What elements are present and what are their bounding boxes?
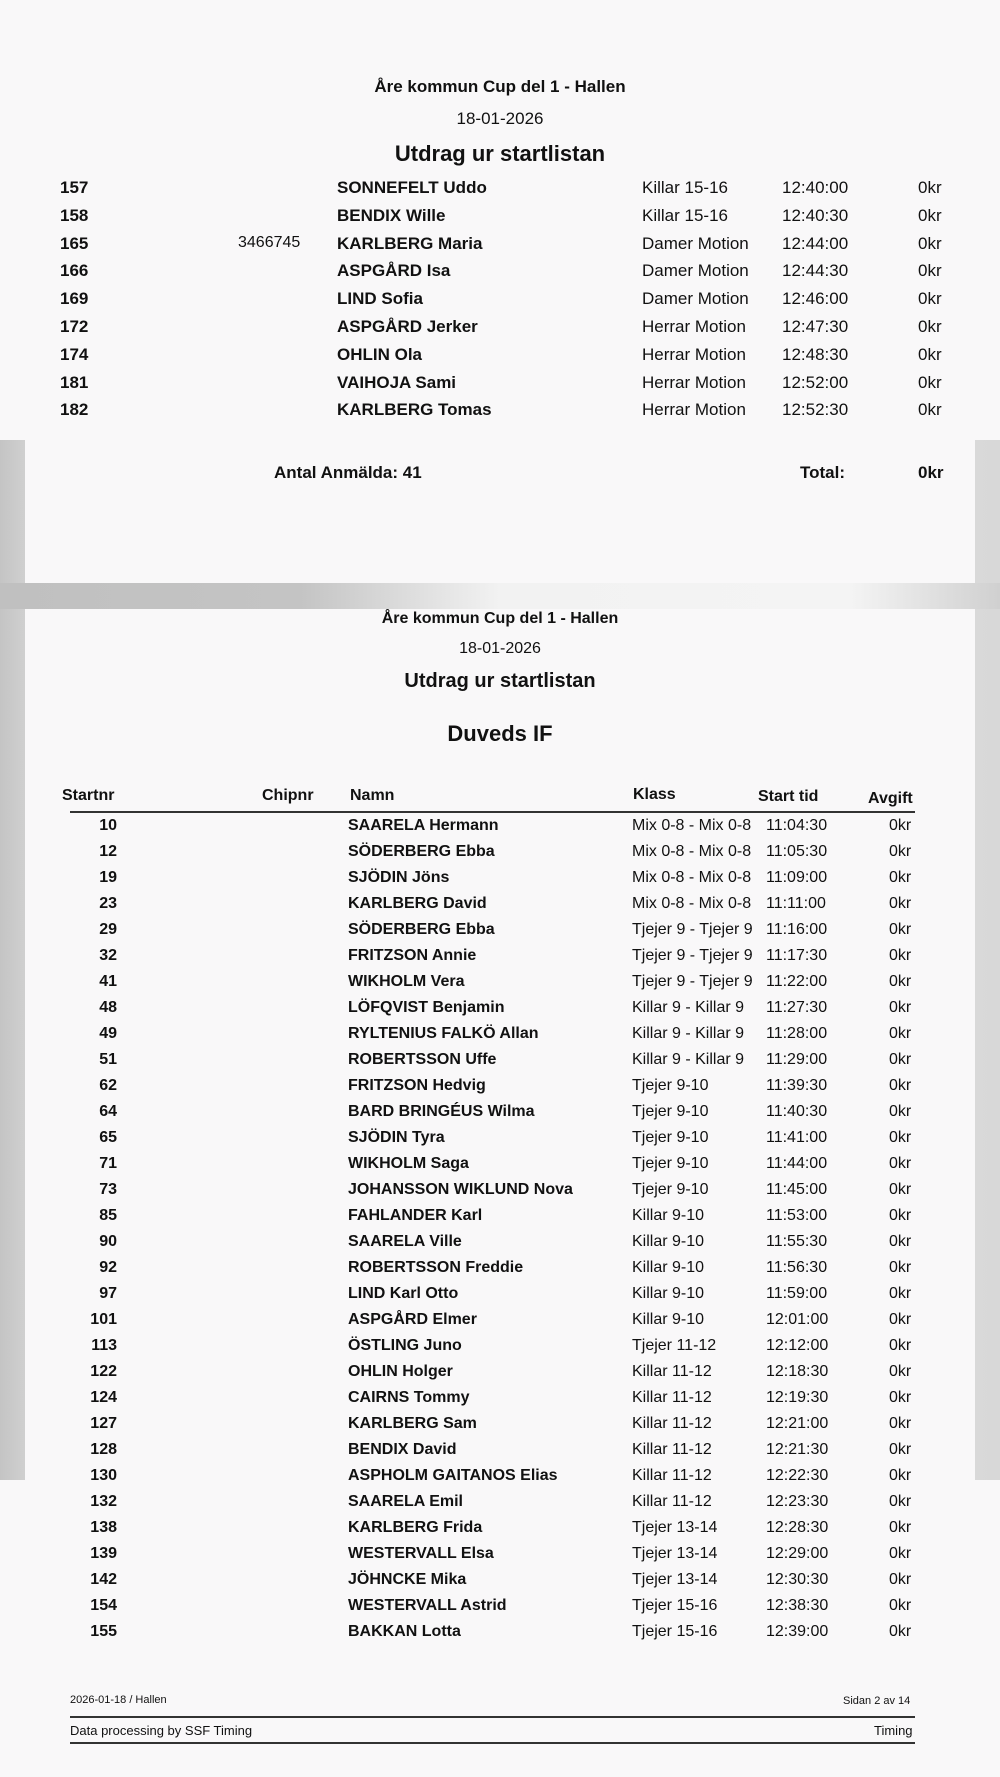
start-time: 12:52:00 xyxy=(782,372,849,392)
class: Killar 9 - Killar 9 xyxy=(632,1025,745,1042)
fee: 0kr xyxy=(918,289,942,309)
start-number: 138 xyxy=(90,1519,117,1536)
competitor-name: KARLBERG Tomas xyxy=(337,400,492,420)
fee: 0kr xyxy=(918,205,942,225)
fee: 0kr xyxy=(889,1207,912,1224)
list-title: Utdrag ur startlistan xyxy=(394,141,606,166)
fee: 0kr xyxy=(918,400,942,420)
competitor-name: SAARELA Hermann xyxy=(348,817,499,834)
table-row xyxy=(0,1571,1000,1597)
start-time: 12:19:30 xyxy=(766,1389,829,1406)
start-number: 64 xyxy=(99,1103,117,1120)
competitor-name: WIKHOLM Vera xyxy=(348,973,465,990)
class: Damer Motion xyxy=(642,289,749,309)
class: Killar 11-12 xyxy=(632,1389,712,1406)
start-time: 12:21:30 xyxy=(766,1441,829,1458)
competitor-name: JOHANSSON WIKLUND Nova xyxy=(348,1181,573,1198)
fee: 0kr xyxy=(889,1597,912,1614)
competitor-name: FAHLANDER Karl xyxy=(348,1207,483,1224)
footer-divider-bottom xyxy=(70,1742,915,1744)
class: Mix 0-8 - Mix 0-8 xyxy=(632,869,752,886)
competitor-name: CAIRNS Tommy xyxy=(348,1389,470,1406)
competitor-name: ASPGÅRD Isa xyxy=(337,261,451,281)
start-time: 12:28:30 xyxy=(766,1519,829,1536)
start-time: 11:22:00 xyxy=(766,973,828,990)
table-row xyxy=(0,1337,1000,1363)
start-time: 11:28:00 xyxy=(766,1025,828,1042)
list-title-2: Utdrag ur startlistan xyxy=(404,670,596,692)
column-header-chipnr: Chipnr xyxy=(262,787,314,804)
fee: 0kr xyxy=(889,999,912,1016)
start-number: 10 xyxy=(99,817,117,834)
competitor-name: WIKHOLM Saga xyxy=(348,1155,469,1172)
table-row xyxy=(0,921,1000,947)
competitor-name: SÖDERBERG Ebba xyxy=(348,921,495,938)
start-number: 113 xyxy=(91,1337,117,1354)
start-time: 12:40:00 xyxy=(782,178,849,197)
competitor-name: SJÖDIN Tyra xyxy=(348,1129,445,1146)
start-time: 12:01:00 xyxy=(766,1311,829,1328)
start-number: 23 xyxy=(99,895,117,912)
fee: 0kr xyxy=(889,1519,912,1536)
table-row xyxy=(0,234,1000,262)
fee: 0kr xyxy=(889,1337,912,1354)
event-date-2: 18-01-2026 xyxy=(459,640,541,657)
competitor-name: LÖFQVIST Benjamin xyxy=(348,999,505,1016)
class: Tjejer 9-10 xyxy=(632,1155,709,1172)
start-number: 85 xyxy=(99,1207,117,1224)
fee: 0kr xyxy=(889,1129,912,1146)
fee: 0kr xyxy=(889,1623,912,1640)
start-number: 132 xyxy=(90,1493,117,1510)
class: Killar 11-12 xyxy=(632,1441,712,1458)
class: Tjejer 9-10 xyxy=(632,1129,709,1146)
start-time: 11:44:00 xyxy=(766,1155,828,1172)
competitor-name: BARD BRINGÉUS Wilma xyxy=(348,1103,535,1120)
start-number: 165 xyxy=(60,233,89,253)
fee: 0kr xyxy=(889,1233,912,1250)
table-row xyxy=(0,1545,1000,1571)
table-row xyxy=(0,1025,1000,1051)
start-number: 29 xyxy=(99,921,117,938)
start-number: 157 xyxy=(60,178,89,197)
table-row xyxy=(0,1051,1000,1077)
class: Tjejer 9-10 xyxy=(632,1181,709,1198)
start-time: 12:23:30 xyxy=(766,1493,829,1510)
competitor-name: BENDIX Wille xyxy=(337,205,446,225)
class: Mix 0-8 - Mix 0-8 xyxy=(632,843,752,860)
start-number: 92 xyxy=(99,1259,117,1276)
class: Killar 15-16 xyxy=(642,205,728,225)
footer-timing: Timing xyxy=(874,1723,913,1738)
table-row xyxy=(0,1597,1000,1623)
table-row xyxy=(0,843,1000,869)
start-number: 97 xyxy=(99,1285,117,1302)
start-time: 11:29:00 xyxy=(766,1051,828,1068)
class: Tjejer 9 - Tjejer 9 xyxy=(632,947,753,964)
start-number: 128 xyxy=(90,1441,117,1458)
fee: 0kr xyxy=(889,1103,912,1120)
class: Killar 9-10 xyxy=(632,1207,705,1224)
class: Damer Motion xyxy=(642,261,749,281)
fee: 0kr xyxy=(889,973,912,990)
competitor-name: ASPGÅRD Elmer xyxy=(348,1311,477,1328)
footer-processing: Data processing by SSF Timing xyxy=(70,1723,253,1738)
start-time: 11:59:00 xyxy=(766,1285,828,1302)
table-row xyxy=(0,1129,1000,1155)
class: Herrar Motion xyxy=(642,372,746,392)
total-label: Total: xyxy=(800,463,846,482)
start-time: 12:44:00 xyxy=(782,233,849,253)
start-number: 154 xyxy=(90,1597,117,1614)
table-row xyxy=(0,1207,1000,1233)
table-row xyxy=(0,317,1000,345)
start-time: 11:45:00 xyxy=(766,1181,828,1198)
competitor-name: SJÖDIN Jöns xyxy=(348,869,450,886)
fee: 0kr xyxy=(918,317,942,336)
class: Tjejer 9 - Tjejer 9 xyxy=(632,973,753,990)
start-number: 127 xyxy=(90,1415,117,1432)
class: Killar 9-10 xyxy=(632,1311,705,1328)
table-row xyxy=(0,1519,1000,1545)
start-number: 166 xyxy=(60,261,89,281)
table-row xyxy=(0,947,1000,973)
fee: 0kr xyxy=(889,1363,912,1380)
table-row xyxy=(0,289,1000,317)
table-row xyxy=(0,1441,1000,1467)
fee: 0kr xyxy=(889,1181,912,1198)
fee: 0kr xyxy=(889,1259,912,1276)
column-header-klass: Klass xyxy=(633,786,676,803)
fee: 0kr xyxy=(889,921,912,938)
fee: 0kr xyxy=(889,1285,912,1302)
table-row xyxy=(0,869,1000,895)
fee: 0kr xyxy=(918,372,942,392)
class: Killar 11-12 xyxy=(632,1493,712,1510)
start-number: 41 xyxy=(99,973,117,990)
table-row xyxy=(0,1623,1000,1649)
table-row xyxy=(0,973,1000,999)
competitor-name: OHLIN Holger xyxy=(348,1363,453,1380)
class: Killar 11-12 xyxy=(632,1415,712,1432)
start-number: 174 xyxy=(60,344,89,364)
start-number: 65 xyxy=(99,1129,117,1146)
start-number: 32 xyxy=(99,947,117,964)
competitor-name: RYLTENIUS FALKÖ Allan xyxy=(348,1025,539,1042)
column-header-fee: Avgift xyxy=(868,790,913,807)
class: Tjejer 9 - Tjejer 9 xyxy=(632,921,753,938)
page-gap xyxy=(0,583,1000,609)
footer-page-indicator: Sidan 2 av 14 xyxy=(843,1695,911,1707)
fee: 0kr xyxy=(918,178,942,197)
class: Killar 11-12 xyxy=(632,1467,712,1484)
start-number: 49 xyxy=(99,1025,117,1042)
competitor-name: LIND Karl Otto xyxy=(348,1285,459,1302)
class: Damer Motion xyxy=(642,233,749,253)
start-number: 181 xyxy=(60,372,89,392)
start-time: 12:46:00 xyxy=(782,289,849,309)
start-time: 11:53:00 xyxy=(766,1207,828,1224)
competitor-name: BENDIX David xyxy=(348,1441,457,1458)
table-row xyxy=(0,206,1000,234)
registered-count: 41 xyxy=(402,463,422,482)
class: Herrar Motion xyxy=(642,400,746,420)
start-number: 124 xyxy=(90,1389,117,1406)
start-time: 11:17:30 xyxy=(766,947,828,964)
table-row xyxy=(0,1389,1000,1415)
table-row xyxy=(0,999,1000,1025)
class: Killar 15-16 xyxy=(642,178,728,197)
competitor-name: SONNEFELT Uddo xyxy=(337,178,487,197)
class: Killar 9 - Killar 9 xyxy=(632,999,745,1016)
start-time: 11:04:30 xyxy=(766,817,828,834)
competitor-name: ROBERTSSON Uffe xyxy=(348,1051,497,1068)
competitor-name: OHLIN Ola xyxy=(337,344,423,364)
event-date: 18-01-2026 xyxy=(456,109,544,128)
table-row xyxy=(0,1103,1000,1129)
fee: 0kr xyxy=(889,843,912,860)
class: Tjejer 9-10 xyxy=(632,1103,709,1120)
start-number: 90 xyxy=(99,1233,117,1250)
chip-number: 3466745 xyxy=(238,233,301,251)
fee: 0kr xyxy=(889,1571,912,1588)
registered-label: Antal Anmälda: xyxy=(274,463,399,482)
fee: 0kr xyxy=(889,1545,912,1562)
start-number: 158 xyxy=(60,205,89,225)
start-time: 12:30:30 xyxy=(766,1571,829,1588)
fee: 0kr xyxy=(889,947,912,964)
competitor-name: FRITZSON Annie xyxy=(348,947,477,964)
table-row xyxy=(0,1493,1000,1519)
column-header-name: Namn xyxy=(350,787,395,804)
competitor-name: ROBERTSSON Freddie xyxy=(348,1259,524,1276)
start-time: 12:22:30 xyxy=(766,1467,829,1484)
start-time: 12:18:30 xyxy=(766,1363,829,1380)
competitor-name: JÖHNCKE Mika xyxy=(348,1571,467,1588)
table-row xyxy=(0,400,1000,428)
table-row xyxy=(0,1181,1000,1207)
table-row xyxy=(0,1259,1000,1285)
class: Tjejer 15-16 xyxy=(632,1597,718,1614)
fee: 0kr xyxy=(889,1389,912,1406)
start-time: 12:21:00 xyxy=(766,1415,829,1432)
start-time: 12:29:00 xyxy=(766,1545,829,1562)
table-row xyxy=(0,373,1000,401)
class: Mix 0-8 - Mix 0-8 xyxy=(632,895,752,912)
start-time: 12:12:00 xyxy=(766,1337,829,1354)
start-time: 11:11:00 xyxy=(766,895,826,912)
competitor-name: WESTERVALL Elsa xyxy=(348,1545,494,1562)
start-number: 139 xyxy=(90,1545,117,1562)
footer-divider-top xyxy=(70,1716,915,1718)
competitor-name: ASPHOLM GAITANOS Elias xyxy=(348,1467,558,1484)
start-number: 12 xyxy=(99,843,117,860)
start-number: 101 xyxy=(90,1311,117,1328)
start-time: 11:55:30 xyxy=(766,1233,828,1250)
start-time: 11:09:00 xyxy=(766,869,828,886)
competitor-name: WESTERVALL Astrid xyxy=(348,1597,507,1614)
table-row xyxy=(0,261,1000,289)
fee: 0kr xyxy=(889,1467,912,1484)
fee: 0kr xyxy=(918,344,942,364)
table-row xyxy=(0,1415,1000,1441)
column-header-start-time: Start tid xyxy=(758,788,819,805)
event-title-2: Åre kommun Cup del 1 - Hallen xyxy=(381,610,619,627)
fee: 0kr xyxy=(918,261,942,281)
total-value: 0kr xyxy=(918,463,944,482)
fee: 0kr xyxy=(889,1311,912,1328)
event-title: Åre kommun Cup del 1 - Hallen xyxy=(374,77,626,96)
club-name: Duveds IF xyxy=(447,721,553,746)
header-divider xyxy=(70,811,915,813)
start-number: 172 xyxy=(60,317,89,336)
fee: 0kr xyxy=(889,817,912,834)
class: Herrar Motion xyxy=(642,317,746,336)
class: Tjejer 11-12 xyxy=(632,1337,717,1354)
start-number: 182 xyxy=(60,400,89,420)
start-time: 12:52:30 xyxy=(782,400,849,420)
start-time: 11:05:30 xyxy=(766,843,828,860)
table-row xyxy=(0,1467,1000,1493)
start-number: 122 xyxy=(90,1363,117,1380)
class: Killar 9-10 xyxy=(632,1259,705,1276)
fee: 0kr xyxy=(889,1051,912,1068)
table-row xyxy=(0,1311,1000,1337)
competitor-name: FRITZSON Hedvig xyxy=(348,1077,486,1094)
fee: 0kr xyxy=(889,1493,912,1510)
registered-count-summary xyxy=(274,463,422,483)
start-number: 155 xyxy=(90,1623,117,1640)
fee: 0kr xyxy=(889,1415,912,1432)
start-number: 51 xyxy=(99,1051,117,1068)
table-row xyxy=(0,1155,1000,1181)
start-number: 48 xyxy=(99,999,117,1016)
start-time: 12:38:30 xyxy=(766,1597,829,1614)
competitor-name: SAARELA Emil xyxy=(348,1493,463,1510)
competitor-name: ÖSTLING Juno xyxy=(348,1337,462,1354)
table-row xyxy=(0,178,1000,206)
competitor-name: LIND Sofia xyxy=(337,289,423,309)
class: Tjejer 13-14 xyxy=(632,1519,718,1536)
start-time: 11:41:00 xyxy=(766,1129,828,1146)
fee: 0kr xyxy=(889,869,912,886)
competitor-name: KARLBERG David xyxy=(348,895,487,912)
start-time: 11:56:30 xyxy=(766,1259,828,1276)
fee: 0kr xyxy=(889,1155,912,1172)
class: Killar 11-12 xyxy=(632,1363,712,1380)
class: Tjejer 15-16 xyxy=(632,1623,718,1640)
fee: 0kr xyxy=(889,1441,912,1458)
start-number: 71 xyxy=(99,1155,117,1172)
competitor-name: SÖDERBERG Ebba xyxy=(348,843,495,860)
class: Tjejer 13-14 xyxy=(632,1545,718,1562)
competitor-name: KARLBERG Frida xyxy=(348,1519,483,1536)
footer-date-location: 2026-01-18 / Hallen xyxy=(70,1694,167,1706)
start-time: 12:47:30 xyxy=(782,317,849,336)
start-time: 11:27:30 xyxy=(766,999,828,1016)
start-time: 12:48:30 xyxy=(782,344,849,364)
start-time: 12:40:30 xyxy=(782,205,849,225)
fee: 0kr xyxy=(889,1025,912,1042)
class: Killar 9-10 xyxy=(632,1285,705,1302)
start-time: 12:44:30 xyxy=(782,261,849,281)
start-number: 169 xyxy=(60,289,89,309)
fee: 0kr xyxy=(889,1077,912,1094)
start-number: 142 xyxy=(90,1571,117,1588)
start-number: 62 xyxy=(99,1077,117,1094)
start-time: 11:16:00 xyxy=(766,921,828,938)
start-number: 73 xyxy=(99,1181,117,1198)
class: Killar 9-10 xyxy=(632,1233,705,1250)
competitor-name: ASPGÅRD Jerker xyxy=(337,317,478,336)
competitor-name: KARLBERG Sam xyxy=(348,1415,477,1432)
start-time: 12:39:00 xyxy=(766,1623,829,1640)
class: Tjejer 13-14 xyxy=(632,1571,718,1588)
table-row xyxy=(0,1077,1000,1103)
class: Mix 0-8 - Mix 0-8 xyxy=(632,817,752,834)
class: Killar 9 - Killar 9 xyxy=(632,1051,745,1068)
table-row xyxy=(0,345,1000,373)
start-number: 130 xyxy=(90,1467,117,1484)
competitor-name: VAIHOJA Sami xyxy=(337,372,457,392)
start-time: 11:39:30 xyxy=(766,1077,828,1094)
fee: 0kr xyxy=(889,895,912,912)
start-time: 11:40:30 xyxy=(766,1103,828,1120)
table-row xyxy=(0,1363,1000,1389)
column-header-startnr: Startnr xyxy=(62,787,115,804)
table-row xyxy=(0,895,1000,921)
class: Tjejer 9-10 xyxy=(632,1077,709,1094)
table-row xyxy=(0,1285,1000,1311)
class: Herrar Motion xyxy=(642,344,746,364)
competitor-name: BAKKAN Lotta xyxy=(348,1623,461,1640)
table-row xyxy=(0,1233,1000,1259)
fee: 0kr xyxy=(918,233,942,253)
competitor-name: SAARELA Ville xyxy=(348,1233,462,1250)
table-row xyxy=(0,817,1000,843)
start-number: 19 xyxy=(99,869,117,886)
competitor-name: KARLBERG Maria xyxy=(337,233,483,253)
